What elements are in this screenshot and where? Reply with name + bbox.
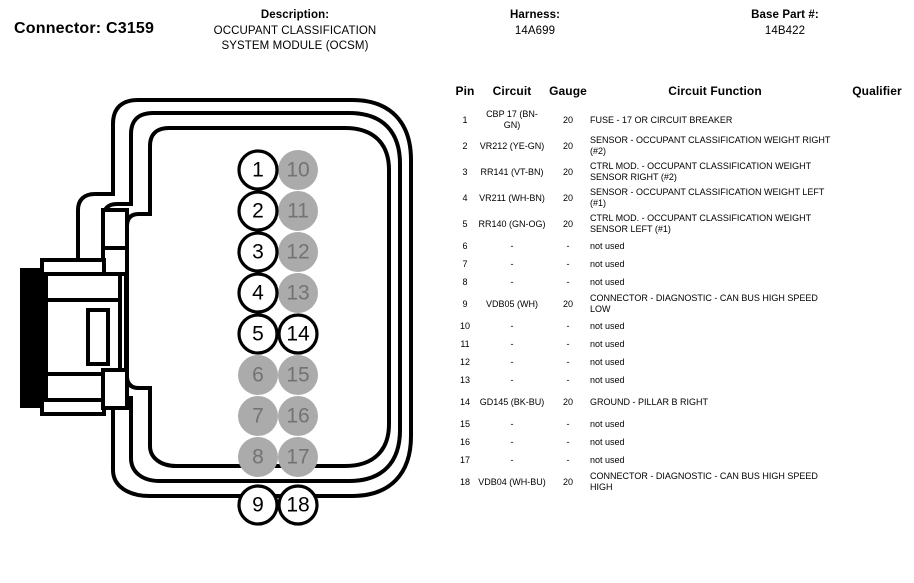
table-row [452, 335, 914, 353]
cell-circuit: CBP 17 (BN-GN) [486, 109, 538, 130]
cell-pin: 1 [462, 114, 468, 125]
cell-function: SENSOR - OCCUPANT CLASSIFICATION WEIGHT RIGHT (#2) [590, 135, 831, 156]
pin-9-label: 9 [252, 493, 264, 517]
cell-qualifier [840, 317, 914, 335]
column-header-circuit: Circuit [492, 84, 532, 98]
table-row [452, 291, 914, 317]
pin-6-label: 6 [252, 363, 264, 387]
cell-function: SENSOR - OCCUPANT CLASSIFICATION WEIGHT LEFT (#1) [590, 187, 825, 208]
cell-function: CTRL MOD. - OCCUPANT CLASSIFICATION WEIGHT SENSOR LEFT (#1) [590, 213, 812, 234]
cell-gauge: 20 [562, 476, 573, 487]
cell-function: not used [590, 240, 625, 251]
pin-table-body [452, 107, 914, 495]
table-row [452, 389, 914, 415]
cell-qualifier [840, 211, 914, 237]
cell-circuit: - [510, 276, 514, 287]
connector-svg [0, 78, 440, 583]
table-row [452, 185, 914, 211]
cell-function: not used [590, 418, 625, 429]
cell-pin: 9 [462, 298, 468, 309]
cell-gauge: 20 [562, 192, 573, 203]
cell-pin: 4 [462, 192, 468, 203]
cell-function: not used [590, 356, 625, 367]
table-row [452, 317, 914, 335]
pin-3-label: 3 [252, 240, 264, 264]
cell-qualifier [840, 133, 914, 159]
cell-qualifier [840, 433, 914, 451]
cell-gauge: - [566, 356, 570, 367]
cell-pin: 12 [459, 356, 470, 367]
cell-pin: 7 [462, 258, 468, 269]
cell-circuit: GD145 (BK-BU) [479, 396, 545, 407]
pin-10-label: 10 [286, 158, 310, 182]
table-row [452, 211, 914, 237]
cell-circuit: - [510, 320, 514, 331]
cell-qualifier [840, 415, 914, 433]
cell-circuit: - [510, 418, 514, 429]
cell-pin: 17 [459, 454, 470, 465]
connector-diagram [0, 78, 440, 583]
description-line-1: OCCUPANT CLASSIFICATION [213, 25, 377, 37]
cell-circuit: - [510, 258, 514, 269]
cell-gauge: - [566, 338, 570, 349]
cell-qualifier [840, 237, 914, 255]
cell-gauge: 20 [562, 140, 573, 151]
cell-gauge: 20 [562, 218, 573, 229]
table-row [452, 159, 914, 185]
table-row [452, 371, 914, 389]
cell-pin: 8 [462, 276, 468, 287]
cell-circuit: - [510, 374, 514, 385]
table-row [452, 353, 914, 371]
pin-17-label: 17 [286, 445, 310, 469]
cell-gauge: 20 [562, 166, 573, 177]
cell-qualifier [840, 107, 914, 133]
pin-table-element [452, 84, 914, 495]
cell-function: not used [590, 338, 625, 349]
cell-function: not used [590, 258, 625, 269]
cell-pin: 3 [462, 166, 468, 177]
cell-gauge: 20 [562, 396, 573, 407]
cell-gauge: - [566, 454, 570, 465]
pin-11-label: 11 [287, 199, 309, 223]
pin-8-label: 8 [252, 445, 264, 469]
pin-table-head [452, 84, 914, 107]
connector-upper-notch [103, 210, 127, 248]
pin-2-label: 2 [252, 199, 264, 223]
description-label: Description: [260, 9, 330, 21]
pin-4-label: 4 [252, 281, 264, 305]
cell-circuit: - [510, 338, 514, 349]
cell-pin: 15 [459, 418, 470, 429]
cell-gauge: 20 [562, 114, 573, 125]
cell-gauge: - [566, 240, 570, 251]
cell-qualifier [840, 469, 914, 495]
table-row [452, 133, 914, 159]
pin-1-label: 1 [252, 158, 264, 182]
cell-gauge: 20 [562, 298, 573, 309]
connector-title: Connector: C3159 [14, 20, 155, 37]
table-row [452, 469, 914, 495]
cell-function: FUSE - 17 OR CIRCUIT BREAKER [590, 114, 733, 125]
table-row [452, 107, 914, 133]
column-header-function: Circuit Function [668, 84, 762, 98]
cell-pin: 18 [459, 476, 470, 487]
page-header [0, 0, 914, 78]
cell-pin: 16 [459, 436, 470, 447]
cell-qualifier [840, 291, 914, 317]
cell-pin: 13 [459, 374, 470, 385]
cell-qualifier [840, 371, 914, 389]
table-row [452, 255, 914, 273]
table-row [452, 237, 914, 255]
column-header-qualifier: Qualifier [852, 84, 902, 98]
cell-pin: 5 [462, 218, 468, 229]
cell-gauge: - [566, 418, 570, 429]
cell-circuit: VR211 (WH-BN) [479, 192, 545, 203]
cell-circuit: VR212 (YE-GN) [479, 140, 545, 151]
cell-function: not used [590, 436, 625, 447]
cell-circuit: - [510, 436, 514, 447]
cell-pin: 10 [459, 320, 470, 331]
cell-qualifier [840, 159, 914, 185]
cell-qualifier [840, 335, 914, 353]
cell-function: not used [590, 374, 625, 385]
table-row [452, 433, 914, 451]
cell-function: not used [590, 454, 625, 465]
cell-gauge: - [566, 436, 570, 447]
cell-function: CTRL MOD. - OCCUPANT CLASSIFICATION WEIGHT SENSOR RIGHT (#2) [590, 161, 812, 182]
cell-qualifier [840, 185, 914, 211]
cell-circuit: VDB04 (WH-BU) [478, 476, 546, 487]
table-row [452, 451, 914, 469]
pin-14-label: 14 [286, 322, 310, 346]
column-header-pin: Pin [455, 84, 475, 98]
cell-function: CONNECTOR - DIAGNOSTIC - CAN BUS HIGH SPEED HIGH [590, 471, 818, 492]
pin-15-label: 15 [286, 363, 310, 387]
harness-value: 14A699 [514, 25, 556, 37]
pin-16-label: 16 [286, 404, 310, 428]
cell-function: not used [590, 276, 625, 287]
cell-gauge: - [566, 320, 570, 331]
cell-circuit: RR141 (VT-BN) [480, 166, 544, 177]
base-part-label: Base Part #: [751, 9, 819, 21]
cell-gauge: - [566, 374, 570, 385]
cell-function: CONNECTOR - DIAGNOSTIC - CAN BUS HIGH SPEED LOW [590, 293, 818, 314]
cell-circuit: RR140 (GN-OG) [478, 218, 546, 229]
description-line-2: SYSTEM MODULE (OCSM) [221, 40, 369, 52]
cell-pin: 14 [459, 396, 470, 407]
connector-lower-notch [103, 370, 127, 408]
cell-circuit: - [510, 454, 514, 465]
cell-pin: 6 [462, 240, 468, 251]
pin-5-label: 5 [252, 322, 264, 346]
cell-qualifier [840, 451, 914, 469]
cell-pin: 11 [460, 338, 470, 349]
cell-circuit: VDB05 (WH) [485, 298, 538, 309]
table-row [452, 273, 914, 291]
cell-gauge: - [566, 258, 570, 269]
base-part-value: 14B422 [764, 25, 806, 37]
cell-circuit: - [510, 240, 514, 251]
cell-qualifier [840, 255, 914, 273]
cell-qualifier [840, 273, 914, 291]
cell-gauge: - [566, 276, 570, 287]
cell-function: not used [590, 320, 625, 331]
cell-circuit: - [510, 356, 514, 367]
pin-7-label: 7 [252, 404, 264, 428]
pin-assignment-table [452, 84, 914, 495]
pin-table-header-row [452, 84, 914, 107]
cell-qualifier [840, 353, 914, 371]
column-header-gauge: Gauge [549, 84, 587, 98]
table-row [452, 415, 914, 433]
pin-13-label: 13 [286, 281, 310, 305]
pin-18-label: 18 [286, 493, 310, 517]
pin-12-label: 12 [286, 240, 310, 264]
cell-pin: 2 [462, 140, 468, 151]
cell-function: GROUND - PILLAR B RIGHT [590, 396, 709, 407]
cell-qualifier [840, 389, 914, 415]
harness-label: Harness: [509, 9, 561, 21]
